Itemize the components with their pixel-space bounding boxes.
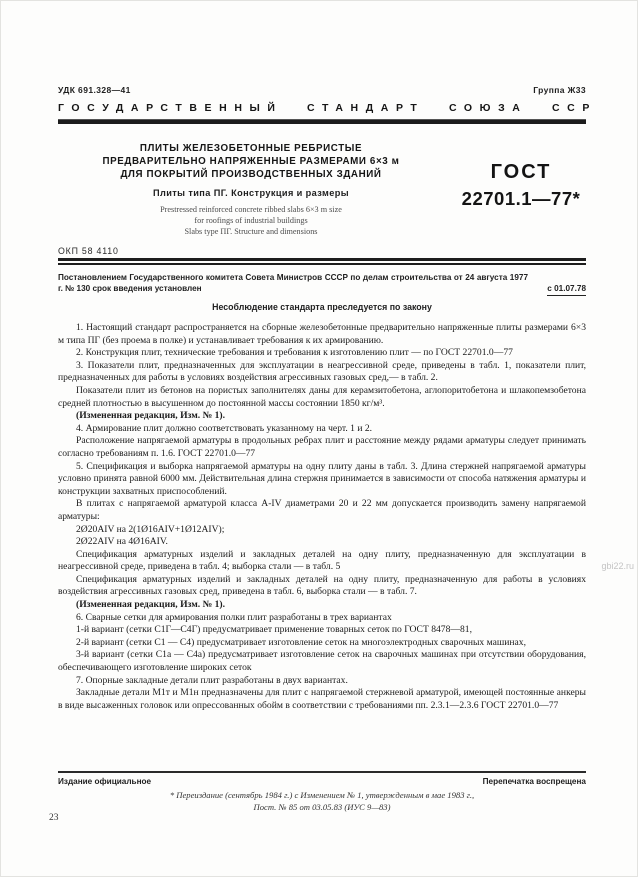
standard-header: ГОСУДАРСТВЕННЫЙ СТАНДАРТ СОЮЗА ССР [58, 102, 597, 114]
paragraph: 2-й вариант (сетки С1 — С4) предусматривает изготовление сеток на многоэлектродных сварочных машинах, [76, 636, 526, 648]
reissue-footnote [58, 790, 586, 813]
paragraph: 2Ø22АIV на 4Ø16АIV. [76, 536, 168, 548]
gost-number [446, 161, 596, 210]
law-notice: Несоблюдение стандарта преследуется по закону [212, 302, 432, 312]
amendment-note: (Измененная редакция, Изм. № 1). [76, 599, 226, 611]
paragraph: 3. Показатели плит, предназначенных для эксплуатации в неагрессивной среде, приведены в табл. 1, показатели плит, предназначенных для работы в условиях воздействия агрессивных газовых сред,— в табл. 2. [58, 359, 586, 384]
paragraph: 1-й вариант (сетки С1Г—С4Г) предусматривает применение товарных сеток по ГОСТ 8478—81, [76, 624, 472, 636]
page-number: 23 [49, 813, 59, 823]
footer-row [58, 777, 586, 786]
watermark: gbi22.ru [601, 561, 634, 571]
meta-row [58, 85, 586, 95]
amendment-note: (Измененная редакция, Изм. № 1). [76, 410, 226, 422]
paragraph: Закладные детали М1т и М1н предназначены для плит с напрягаемой стержневой арматурой, имеющей постоянные анкеры в виде высаженных головок или опрессованных обойм в соответствии с требованиями пп. 2.3.1—2.3.6 ГОСТ 22701.0—77 [58, 687, 586, 711]
title-english-line: for roofings of industrial buildings [194, 215, 308, 225]
title-line: ДЛЯ ПОКРЫТИЙ ПРОИЗВОДСТВЕННЫХ ЗДАНИЙ [120, 169, 382, 180]
paragraph: 3-й вариант (сетки С1а — С4а) предусматривает изготовление сеток на сварочных машинах при отсутствии оборудования, обеспечивающего изготовление широких сеток [58, 649, 586, 674]
paragraph: 6. Сварные сетки для армирования полки плит разработаны в трех вариантах [76, 611, 392, 623]
subtitle: Плиты типа ПГ. Конструкция и размеры [152, 188, 350, 198]
paragraph: Спецификация арматурных изделий и закладных деталей на одну плиту, предназначенную для работы в условиях воздействия агрессивных газовых сред, приведена в табл. 6, выборка стали — в табл. 7. [58, 573, 586, 598]
paragraph: В плитах с напрягаемой арматурой класса А-IV диаметрами 20 и 22 мм допускается производить замену напрягаемой арматуры: [58, 498, 586, 522]
paragraph: 2Ø20АIV на 2(1Ø16АIV+1Ø12АIV); [76, 523, 225, 535]
reprint-prohibited-label: Перепечатка воспрещена [482, 777, 586, 786]
title-english-line: Slabs type ПГ. Structure and dimensions [184, 226, 318, 236]
gost-code: 22701.1—77* [461, 188, 581, 209]
footnote-line: * Переиздание (сентябрь 1984 г.) с Изменением № 1, утвержденным в мае 1983 г., [169, 790, 475, 800]
footer-rule [58, 771, 586, 773]
body-text [58, 322, 586, 712]
official-edition-label: Издание официальное [58, 777, 152, 786]
udk-code: УДК 691.328—41 [58, 85, 131, 95]
paragraph: 4. Армирование плит должно соответствовать указанному на черт. 1 и 2. [76, 422, 373, 434]
title-block [41, 142, 461, 237]
title-english [41, 205, 461, 237]
paragraph: 7. Опорные закладные детали плит разработаны в двух вариантах. [76, 674, 348, 686]
paragraph: Показатели плит из бетонов на пористых заполнителях даны для керамзитобетона, аглопоритобетона и шлакопемзобетона средней плотностью в высушенном до постоянной массы состоянии 1850 кг/м³. [58, 384, 586, 409]
group-code: Группа Ж33 [533, 85, 586, 95]
gost-label: ГОСТ [490, 161, 552, 183]
header-rule [58, 119, 586, 124]
okp-code: ОКП 58 4110 [58, 246, 119, 256]
paragraph: 1. Настоящий стандарт распространяется на сборные железобетонные предварительно напряженные плиты размерами 6×3 м типа ПГ (без проема в полке) и устанавливает требования к их армированию. [58, 322, 586, 346]
footnote-line: Пост. № 85 от 03.05.83 (ИУС 9—83) [253, 801, 391, 812]
paragraph: 5. Спецификация и выборка напрягаемой арматуры на одну плиту даны в табл. 3. Длина стержней напрягаемой арматуры условно принята равной 6000 мм. Действительная длина стержня принимается в зависимости от способа натяжения арматуры и конструкции захватных приспособлений. [58, 460, 586, 497]
paragraph: Спецификация арматурных изделий и закладных деталей на одну плиту, предназначенную для эксплуатации в неагрессивной среде, приведена в табл. 4; выборка стали — в табл. 5 [58, 548, 586, 573]
section-rule [58, 258, 586, 265]
paragraph: Расположение напрягаемой арматуры в продольных ребрах плит и расстояние между рядами арматуры следует принимать согласно требованиям п. 1.6. ГОСТ 22701.0—77 [58, 435, 586, 459]
title-line: ПЛИТЫ ЖЕЛЕЗОБЕТОННЫЕ РЕБРИСТЫЕ [139, 143, 363, 154]
decree-effective-date: с 01.07.78 [547, 283, 586, 296]
title-line: ПРЕДВАРИТЕЛЬНО НАПРЯЖЕННЫЕ РАЗМЕРАМИ 6×3 м [102, 156, 400, 167]
decree-block [58, 272, 586, 294]
paragraph: 2. Конструкция плит, технические требования и требования к изготовлению плит — по ГОСТ 22701.0—77 [76, 347, 513, 359]
title-english-line: Prestressed reinforced concrete ribbed slabs 6×3 m size [160, 205, 342, 214]
decree-text: Постановлением Государственного комитета Совета Министров СССР по делам строительства от 24 августа 1977 г. № 130 срок введения установлен [58, 273, 528, 293]
